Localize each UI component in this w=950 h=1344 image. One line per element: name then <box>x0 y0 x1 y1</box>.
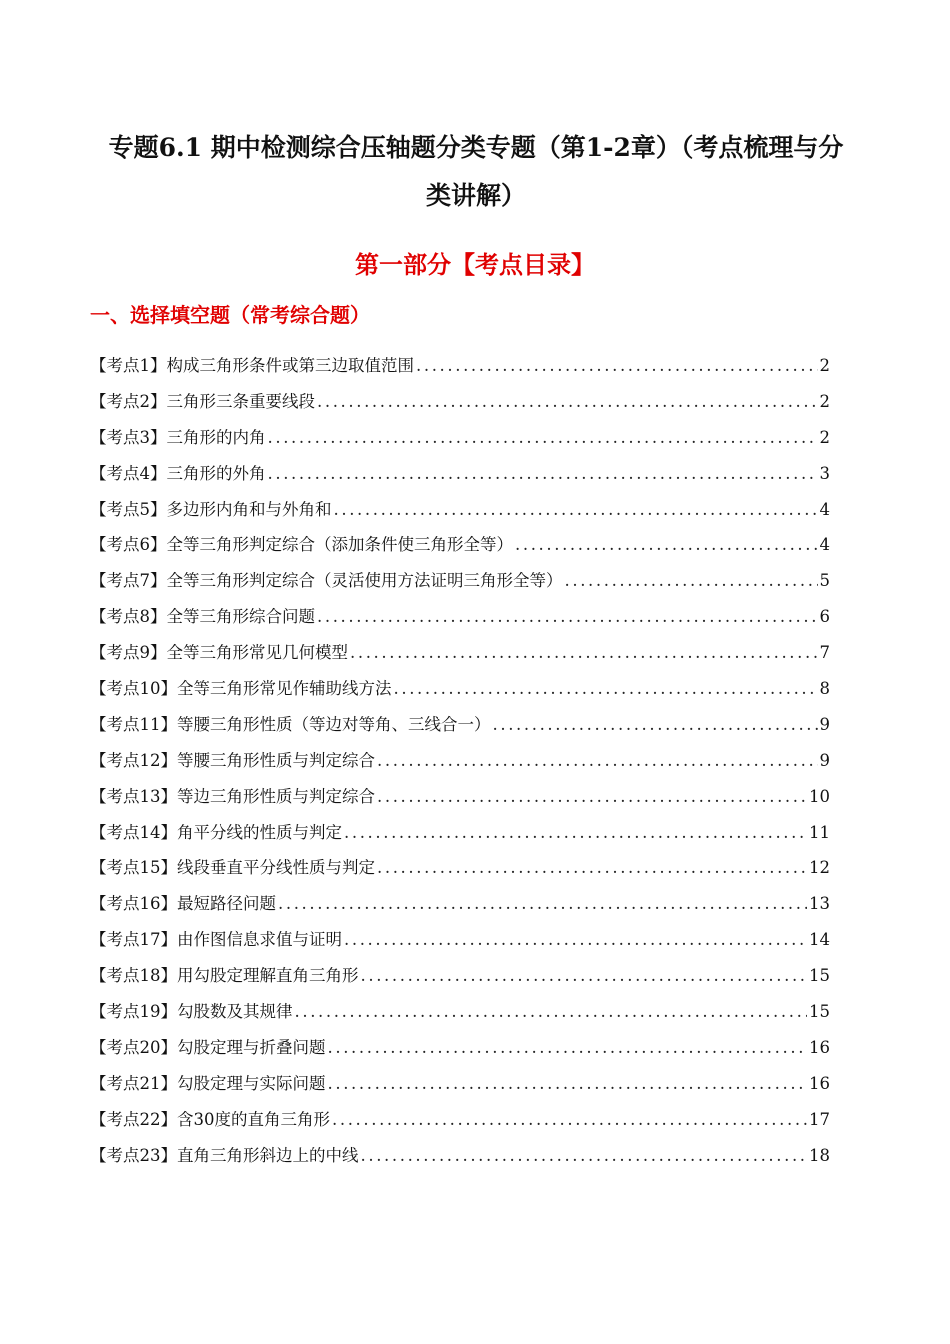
toc-dot-leader <box>416 348 818 384</box>
toc-entry-tag: 【考点4】 <box>90 463 167 483</box>
toc-dot-leader <box>317 384 818 420</box>
toc-entry-title: 等腰三角形性质（等边对等角、三线合一） <box>177 714 491 734</box>
toc-entry-page-number: 9 <box>819 714 830 734</box>
toc-entry-title: 全等三角形综合问题 <box>166 607 315 627</box>
toc-entry-title: 全等三角形判定综合（灵活使用方法证明三角形全等） <box>166 571 563 591</box>
toc-entry[interactable] <box>90 563 830 599</box>
toc-dot-leader <box>268 456 818 492</box>
toc-dot-leader <box>332 1102 807 1138</box>
toc-entry-tag: 【考点21】 <box>90 1073 177 1093</box>
toc-entry[interactable] <box>90 1030 830 1066</box>
toc-entry[interactable] <box>90 958 830 994</box>
toc-entry-page-number: 15 <box>809 966 830 986</box>
toc-entry-tag: 【考点11】 <box>90 714 177 734</box>
toc-entry-tag: 【考点6】 <box>90 535 167 555</box>
toc-entry-page-number: 8 <box>819 679 830 699</box>
toc-entry[interactable] <box>90 384 830 420</box>
toc-entry-title: 全等三角形常见几何模型 <box>166 643 348 663</box>
toc-entry[interactable] <box>90 707 830 743</box>
toc-entry-tag: 【考点20】 <box>90 1037 177 1057</box>
toc-entry-tag: 【考点1】 <box>90 356 167 375</box>
toc-dot-leader <box>328 1066 808 1102</box>
toc-entry-title: 等边三角形性质与判定综合 <box>177 786 375 806</box>
toc-entry[interactable] <box>90 1138 830 1174</box>
toc-entry[interactable] <box>90 492 830 528</box>
toc-entry-page-number: 10 <box>809 786 830 806</box>
toc-dot-leader <box>394 671 818 707</box>
document-title-line-1: 专题6.1 期中检测综合压轴题分类专题（第1-2章）（考点梳理与分 <box>108 133 844 162</box>
table-of-contents <box>90 348 830 1173</box>
section-heading: 一、选择填空题（常考综合题） <box>90 303 370 327</box>
toc-entry-title: 直角三角形斜边上的中线 <box>177 1145 359 1165</box>
toc-entry-title: 全等三角形判定综合（添加条件使三角形全等） <box>166 535 513 555</box>
toc-entry-tag: 【考点19】 <box>90 1002 177 1022</box>
toc-entry-tag: 【考点9】 <box>90 643 167 663</box>
document-title-line-2: 类讲解） <box>425 181 526 210</box>
toc-entry-tag: 【考点16】 <box>90 894 177 914</box>
toc-entry[interactable] <box>90 348 830 384</box>
toc-dot-leader <box>328 1030 808 1066</box>
toc-dot-leader <box>334 492 818 528</box>
toc-entry-title: 三角形的外角 <box>166 463 266 483</box>
toc-entry-title: 由作图信息求值与证明 <box>177 930 342 950</box>
toc-entry-title: 勾股数及其规律 <box>177 1002 293 1022</box>
toc-entry[interactable] <box>90 671 830 707</box>
toc-entry-page-number: 12 <box>809 858 830 878</box>
toc-entry-page-number: 5 <box>819 571 830 591</box>
toc-entry-tag: 【考点8】 <box>90 607 167 627</box>
toc-entry-tag: 【考点22】 <box>90 1109 177 1129</box>
toc-entry-title: 勾股定理与实际问题 <box>177 1073 326 1093</box>
toc-entry[interactable] <box>90 994 830 1030</box>
toc-dot-leader <box>361 958 808 994</box>
toc-entry-title: 多边形内角和与外角和 <box>166 499 332 519</box>
toc-entry-tag: 【考点13】 <box>90 786 177 806</box>
document-title <box>88 124 864 220</box>
toc-entry-page-number: 15 <box>809 1002 830 1022</box>
toc-entry-page-number: 2 <box>819 356 830 375</box>
toc-dot-leader <box>565 563 818 599</box>
toc-dot-leader <box>515 527 818 563</box>
toc-dot-leader <box>344 815 807 851</box>
toc-entry-tag: 【考点14】 <box>90 822 177 842</box>
toc-entry-page-number: 4 <box>819 535 830 555</box>
toc-entry[interactable] <box>90 815 830 851</box>
toc-entry[interactable] <box>90 635 830 671</box>
toc-entry[interactable] <box>90 779 830 815</box>
toc-entry-title: 等腰三角形性质与判定综合 <box>177 750 375 770</box>
toc-entry-page-number: 11 <box>809 822 830 842</box>
toc-dot-leader <box>361 1138 808 1174</box>
toc-entry-tag: 【考点3】 <box>90 427 167 447</box>
toc-entry-page-number: 18 <box>809 1145 830 1165</box>
toc-entry[interactable] <box>90 599 830 635</box>
toc-entry[interactable] <box>90 456 830 492</box>
toc-entry[interactable] <box>90 743 830 779</box>
toc-entry[interactable] <box>90 1102 830 1138</box>
part-heading: 第一部分【考点目录】 <box>355 250 595 279</box>
toc-entry-page-number: 6 <box>819 607 830 627</box>
toc-dot-leader <box>268 420 818 456</box>
toc-entry-title: 含30度的直角三角形 <box>177 1109 330 1129</box>
toc-entry-tag: 【考点15】 <box>90 858 177 878</box>
toc-dot-leader <box>493 707 818 743</box>
toc-entry-title: 最短路径问题 <box>177 894 276 914</box>
toc-entry-tag: 【考点23】 <box>90 1145 177 1165</box>
toc-entry-tag: 【考点7】 <box>90 571 167 591</box>
toc-dot-leader <box>344 922 807 958</box>
toc-entry-page-number: 16 <box>809 1073 830 1093</box>
toc-entry-page-number: 17 <box>809 1109 830 1129</box>
toc-entry-page-number: 9 <box>819 750 830 770</box>
toc-entry-page-number: 13 <box>809 894 830 914</box>
toc-dot-leader <box>278 886 807 922</box>
toc-dot-leader <box>377 850 807 886</box>
toc-entry-page-number: 2 <box>819 391 830 411</box>
toc-entry-title: 线段垂直平分线性质与判定 <box>177 858 375 878</box>
toc-entry-page-number: 14 <box>809 930 830 950</box>
toc-entry-tag: 【考点2】 <box>90 391 167 411</box>
toc-entry-title: 勾股定理与折叠问题 <box>177 1037 326 1057</box>
toc-entry-page-number: 4 <box>819 499 830 519</box>
toc-entry-title: 全等三角形常见作辅助线方法 <box>177 679 392 699</box>
toc-dot-leader <box>350 635 818 671</box>
toc-entry[interactable] <box>90 420 830 456</box>
toc-entry[interactable] <box>90 1066 830 1102</box>
toc-dot-leader <box>377 743 818 779</box>
toc-entry-tag: 【考点10】 <box>90 679 177 699</box>
toc-entry-page-number: 7 <box>819 643 830 663</box>
toc-entry-title: 三角形三条重要线段 <box>166 391 315 411</box>
toc-entry-page-number: 16 <box>809 1037 830 1057</box>
toc-entry-title: 角平分线的性质与判定 <box>177 822 342 842</box>
toc-entry[interactable] <box>90 922 830 958</box>
toc-entry-tag: 【考点5】 <box>90 499 167 519</box>
toc-entry[interactable] <box>90 850 830 886</box>
toc-entry-tag: 【考点18】 <box>90 966 177 986</box>
toc-dot-leader <box>295 994 808 1030</box>
toc-entry-tag: 【考点12】 <box>90 750 177 770</box>
toc-dot-leader <box>317 599 818 635</box>
toc-entry-page-number: 3 <box>819 463 830 483</box>
toc-entry-tag: 【考点17】 <box>90 930 177 950</box>
toc-entry[interactable] <box>90 527 830 563</box>
toc-entry-page-number: 2 <box>819 427 830 447</box>
toc-entry-title: 构成三角形条件或第三边取值范围 <box>166 356 414 375</box>
toc-dot-leader <box>377 779 807 815</box>
toc-entry-title: 三角形的内角 <box>166 427 266 447</box>
toc-entry[interactable] <box>90 886 830 922</box>
toc-entry-title: 用勾股定理解直角三角形 <box>177 966 359 986</box>
